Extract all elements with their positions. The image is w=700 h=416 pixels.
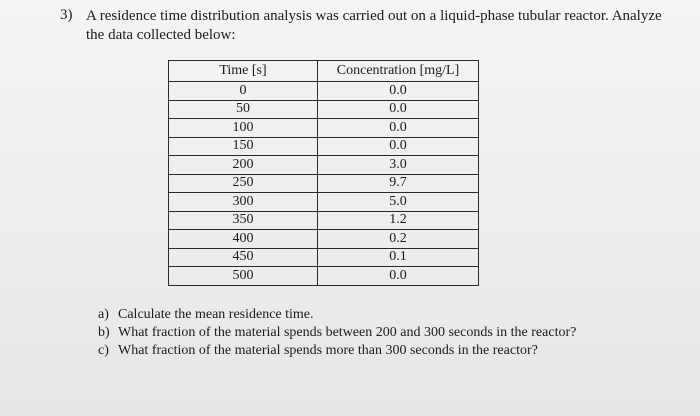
sub-question-text: Calculate the mean residence time.: [118, 307, 314, 322]
sub-question-b: [98, 324, 658, 341]
header-concentration: Concentration [mg/L]: [318, 61, 479, 82]
time-cell: 300: [169, 193, 318, 212]
question-text: [86, 7, 686, 45]
concentration-cell: 0.1: [318, 248, 479, 267]
table-row: [169, 230, 479, 249]
table-row: [169, 248, 479, 267]
sub-question-label: c): [98, 343, 109, 358]
time-cell: 450: [169, 248, 318, 267]
time-cell: 100: [169, 119, 318, 138]
time-cell: 50: [169, 100, 318, 119]
concentration-cell: 0.0: [318, 267, 479, 286]
concentration-cell: 0.0: [318, 119, 479, 138]
concentration-cell: 1.2: [318, 211, 479, 230]
table-row: [169, 137, 479, 156]
question-number: 3): [60, 7, 73, 23]
table-row: [169, 193, 479, 212]
sub-question-a: [98, 306, 658, 323]
table-row: [169, 267, 479, 286]
sub-question-c: [98, 342, 658, 359]
rtd-data-table: [168, 60, 479, 286]
table-row: [169, 156, 479, 175]
time-cell: 400: [169, 230, 318, 249]
time-cell: 150: [169, 137, 318, 156]
concentration-cell: 3.0: [318, 156, 479, 175]
header-time: Time [s]: [169, 61, 318, 82]
concentration-cell: 0.0: [318, 100, 479, 119]
concentration-cell: 0.0: [318, 82, 479, 101]
table-row: [169, 82, 479, 101]
sub-question-label: b): [98, 325, 110, 340]
time-cell: 350: [169, 211, 318, 230]
sub-question-text: What fraction of the material spends between 200 and 300 seconds in the reactor?: [118, 325, 577, 340]
table-header-row: [169, 61, 479, 82]
time-cell: 500: [169, 267, 318, 286]
sub-question-label: a): [98, 307, 109, 322]
time-cell: 250: [169, 174, 318, 193]
table-row: [169, 100, 479, 119]
sub-questions: [98, 306, 658, 360]
table-row: [169, 119, 479, 138]
question-line-1: A residence time distribution analysis was carried out on a liquid-phase tubular reactor. Analyze: [86, 8, 662, 24]
concentration-cell: 5.0: [318, 193, 479, 212]
concentration-cell: 0.0: [318, 137, 479, 156]
table-row: [169, 211, 479, 230]
table-row: [169, 174, 479, 193]
question-line-2: the data collected below:: [86, 27, 236, 43]
sub-question-text: What fraction of the material spends more than 300 seconds in the reactor?: [118, 343, 538, 358]
time-cell: 200: [169, 156, 318, 175]
concentration-cell: 0.2: [318, 230, 479, 249]
time-cell: 0: [169, 82, 318, 101]
concentration-cell: 9.7: [318, 174, 479, 193]
